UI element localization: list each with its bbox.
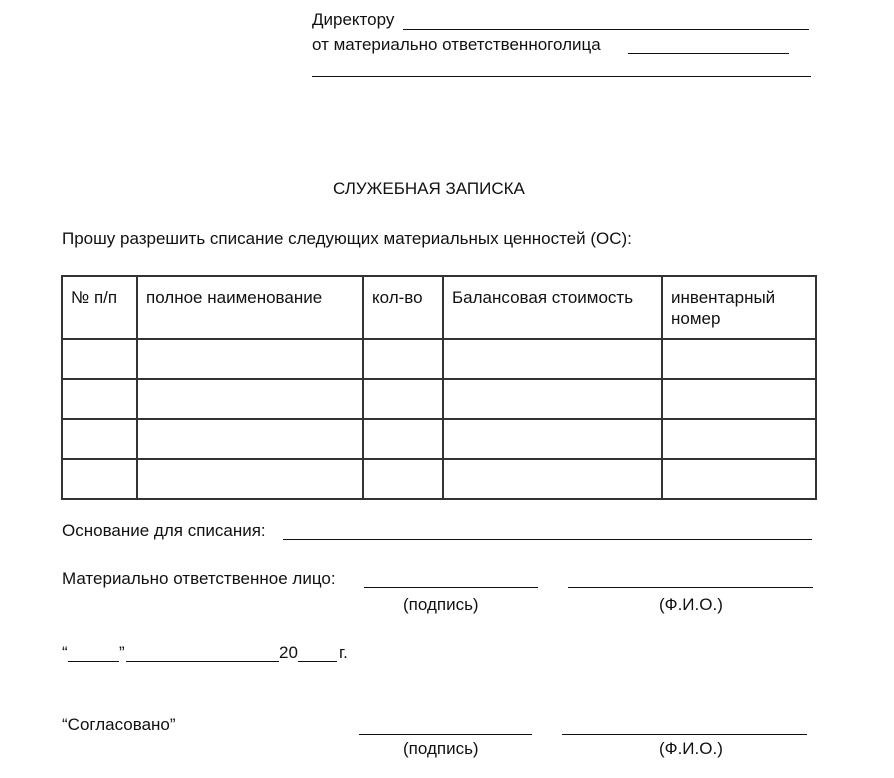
table-cell[interactable]	[62, 459, 137, 499]
table-row	[62, 419, 816, 459]
table-cell[interactable]	[363, 419, 443, 459]
table-cell[interactable]	[363, 339, 443, 379]
assets-table	[61, 275, 817, 500]
column-header-name: полное наименование	[137, 276, 363, 339]
table-cell[interactable]	[443, 459, 662, 499]
date-year-suffix: г.	[339, 643, 348, 662]
table-header-row	[62, 276, 816, 339]
approved-name-field[interactable]	[562, 734, 807, 735]
approved-signature-field[interactable]	[359, 734, 532, 735]
date-day-field[interactable]	[68, 661, 119, 662]
table-cell[interactable]	[662, 419, 816, 459]
date-century: 20	[279, 643, 298, 662]
column-header-quantity: кол-во	[363, 276, 443, 339]
table-cell[interactable]	[62, 379, 137, 419]
table-cell[interactable]	[443, 379, 662, 419]
basis-label: Основание для списания:	[62, 521, 266, 540]
table-cell[interactable]	[137, 459, 363, 499]
responsible-signature-field[interactable]	[364, 587, 538, 588]
page-title: СЛУЖЕБНАЯ ЗАПИСКА	[333, 179, 525, 198]
table-cell[interactable]	[662, 379, 816, 419]
approved-name-caption: (Ф.И.О.)	[659, 739, 723, 758]
table-row	[62, 459, 816, 499]
director-label: Директору	[312, 10, 395, 29]
from-label: от материально ответственноголица	[312, 35, 601, 54]
date-open-quote: “	[62, 643, 68, 662]
table-cell[interactable]	[137, 339, 363, 379]
column-header-number: № п/п	[62, 276, 137, 339]
approved-signature-caption: (подпись)	[403, 739, 479, 758]
table-cell[interactable]	[363, 379, 443, 419]
table-cell[interactable]	[62, 419, 137, 459]
table-row	[62, 379, 816, 419]
column-header-inventory-number: инвентарный номер	[662, 276, 816, 339]
table-cell[interactable]	[363, 459, 443, 499]
table-cell[interactable]	[443, 419, 662, 459]
table-row	[62, 339, 816, 379]
responsible-label: Материально ответственное лицо:	[62, 569, 336, 588]
table-cell[interactable]	[62, 339, 137, 379]
column-header-book-value: Балансовая стоимость	[443, 276, 662, 339]
table-cell[interactable]	[662, 459, 816, 499]
date-close-quote: ”	[119, 643, 125, 662]
date-month-field[interactable]	[126, 661, 279, 662]
intro-text: Прошу разрешить списание следующих материальных ценностей (ОС):	[62, 229, 632, 248]
responsible-signature-caption: (подпись)	[403, 595, 479, 614]
approved-label: “Согласовано”	[62, 715, 176, 734]
from-name-field-continued[interactable]	[312, 76, 811, 77]
responsible-name-caption: (Ф.И.О.)	[659, 595, 723, 614]
table-cell[interactable]	[443, 339, 662, 379]
table-cell[interactable]	[137, 379, 363, 419]
date-year-field[interactable]	[298, 661, 337, 662]
basis-field[interactable]	[283, 539, 812, 540]
table-cell[interactable]	[137, 419, 363, 459]
responsible-name-field[interactable]	[568, 587, 813, 588]
from-name-field[interactable]	[628, 53, 789, 54]
table-cell[interactable]	[662, 339, 816, 379]
director-name-field[interactable]	[403, 29, 809, 30]
